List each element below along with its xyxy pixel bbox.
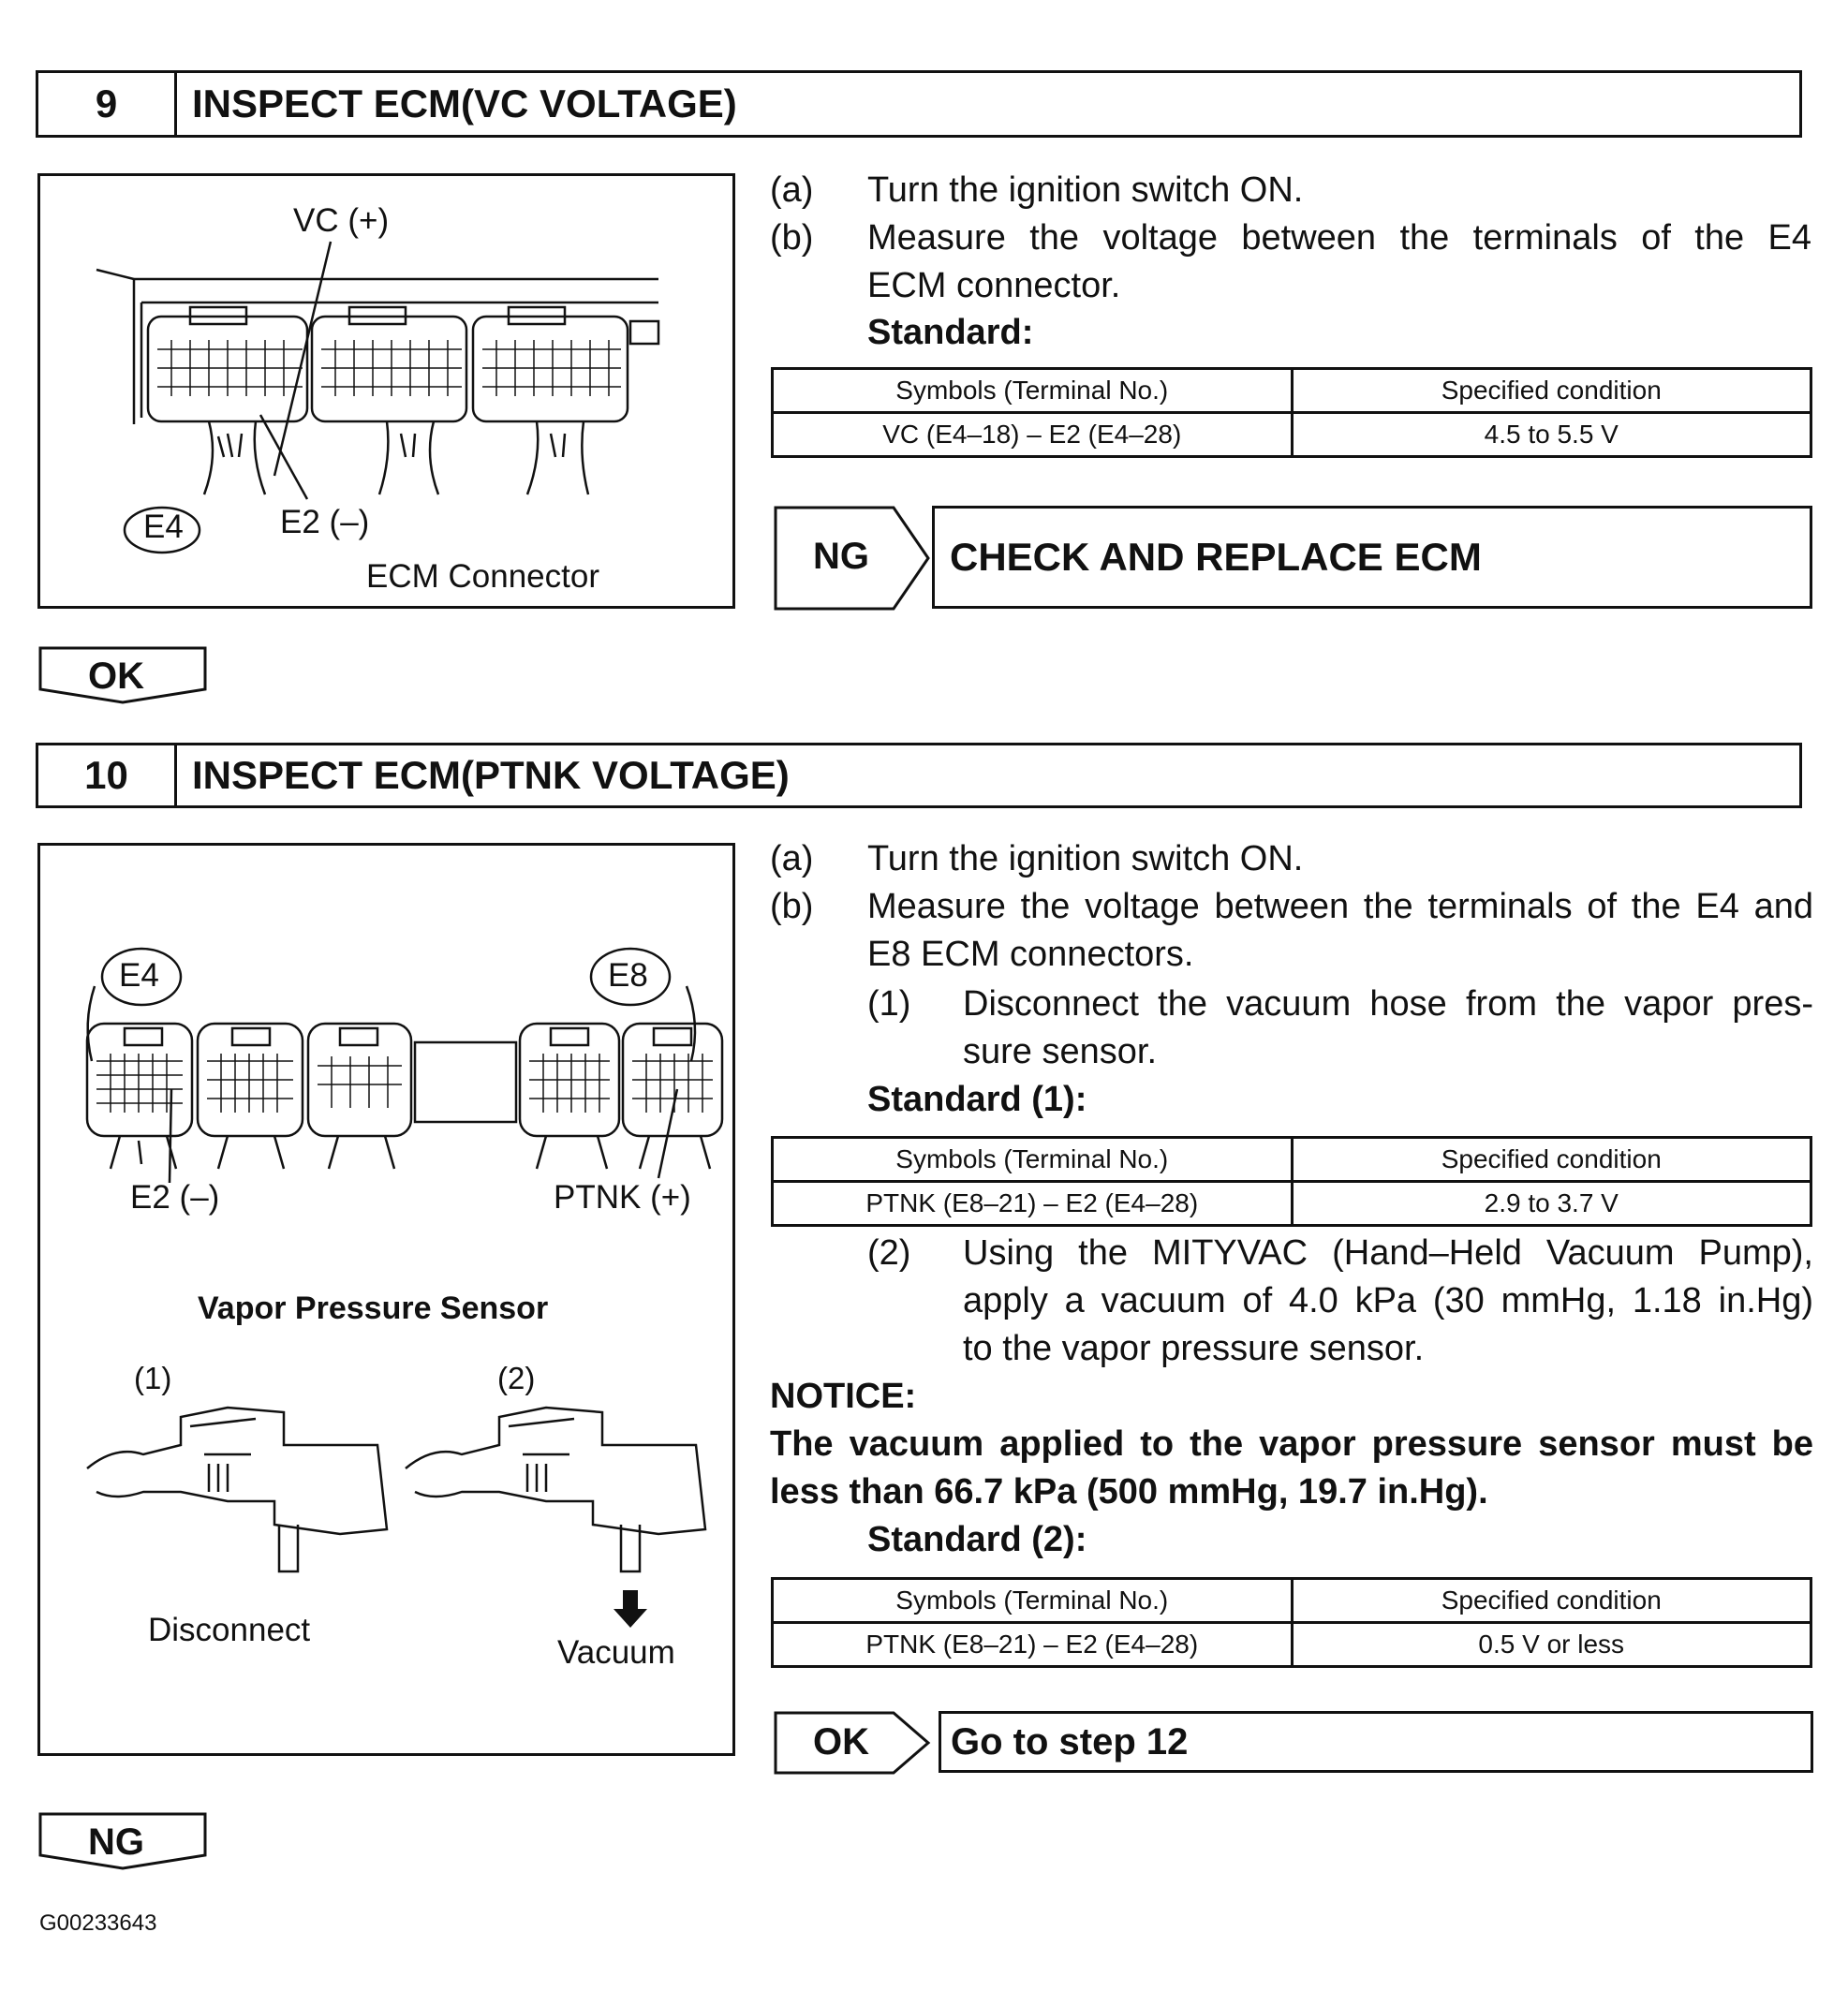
step10-ok-action: Go to step 12 [951, 1721, 1189, 1763]
e2-label: E2 (–) [280, 504, 370, 540]
vc-label: VC (+) [293, 202, 390, 239]
step10-b-text-1: Measure the voltage between the terminals of the E4 and [867, 887, 1813, 926]
e4-label: E4 [143, 509, 184, 545]
step10-number: 10 [38, 745, 177, 805]
table-row [773, 413, 1811, 457]
step9-figure [37, 173, 735, 609]
table-header: Symbols (Terminal No.) [773, 369, 1293, 413]
step9-a-marker: (a) [770, 170, 814, 210]
figure-caption: ECM Connector [366, 558, 599, 595]
step10-s2-line2: apply a vacuum of 4.0 kPa (30 mmHg, 1.18 in.Hg) [963, 1281, 1813, 1320]
table-header: Specified condition [1292, 369, 1811, 413]
step10-s2-line3: to the vapor pressure sensor. [963, 1329, 1425, 1368]
step9-ng-label: NG [813, 536, 869, 577]
step10-s2-line1: Using the MITYVAC (Hand–Held Vacuum Pump), [963, 1233, 1813, 1273]
notice-line1: The vacuum applied to the vapor pressure sensor must be [770, 1424, 1813, 1464]
step9-title: INSPECT ECM(VC VOLTAGE) [192, 81, 737, 125]
table-header: Symbols (Terminal No.) [773, 1138, 1293, 1182]
step9-standard-label: Standard: [867, 313, 1034, 352]
table-cell: 2.9 to 3.7 V [1292, 1182, 1811, 1226]
e4-label: E4 [119, 957, 159, 994]
table-header: Symbols (Terminal No.) [773, 1579, 1293, 1623]
table-row [773, 1182, 1811, 1226]
step9-number: 9 [38, 73, 177, 135]
step9-header [36, 70, 1802, 138]
step10-title: INSPECT ECM(PTNK VOLTAGE) [192, 753, 790, 797]
step9-ok-label: OK [88, 656, 144, 697]
step10-ok-label: OK [813, 1721, 869, 1763]
sub-label-2: (2) [497, 1361, 536, 1395]
step10-s2-marker: (2) [867, 1233, 911, 1273]
step9-ng-action-box [932, 506, 1812, 609]
table-header: Specified condition [1292, 1579, 1811, 1623]
table-cell: VC (E4–18) – E2 (E4–28) [773, 413, 1293, 457]
step10-spec-table-1 [771, 1136, 1812, 1227]
step10-s1-line1: Disconnect the vacuum hose from the vapor pres- [963, 984, 1813, 1024]
step10-figure [37, 843, 735, 1756]
step10-b-text-2: E8 ECM connectors. [867, 935, 1194, 974]
e2-label: E2 (–) [130, 1179, 220, 1216]
table-row [773, 1623, 1811, 1667]
vacuum-label: Vacuum [557, 1634, 675, 1671]
table-cell: PTNK (E8–21) – E2 (E4–28) [773, 1182, 1293, 1226]
step10-ok-action-box [939, 1711, 1813, 1773]
table-header-row [773, 1579, 1811, 1623]
step10-spec-table-2 [771, 1577, 1812, 1668]
step10-standard1-label: Standard (1): [867, 1080, 1087, 1119]
step10-s1-marker: (1) [867, 984, 911, 1024]
table-cell: PTNK (E8–21) – E2 (E4–28) [773, 1623, 1293, 1667]
step10-s1-line2: sure sensor. [963, 1032, 1157, 1071]
table-cell: 4.5 to 5.5 V [1292, 413, 1811, 457]
e8-label: E8 [608, 957, 648, 994]
step9-b-text-2: ECM connector. [867, 266, 1121, 305]
notice-line2: less than 66.7 kPa (500 mmHg, 19.7 in.Hg). [770, 1472, 1488, 1512]
table-header: Specified condition [1292, 1138, 1811, 1182]
sensor-title: Vapor Pressure Sensor [198, 1291, 549, 1326]
step10-header [36, 743, 1802, 808]
step9-b-text-1: Measure the voltage between the terminals of the E4 [867, 218, 1811, 258]
step10-a-marker: (a) [770, 839, 814, 878]
step9-spec-table [771, 367, 1812, 458]
step10-b-marker: (b) [770, 887, 814, 926]
step10-ng-label: NG [88, 1822, 144, 1863]
step10-standard2-label: Standard (2): [867, 1520, 1087, 1559]
step10-a-text: Turn the ignition switch ON. [867, 839, 1304, 878]
disconnect-label: Disconnect [148, 1612, 311, 1648]
table-header-row [773, 1138, 1811, 1182]
table-header-row [773, 369, 1811, 413]
step9-a-text: Turn the ignition switch ON. [867, 170, 1304, 210]
step9-ng-action: CHECK AND REPLACE ECM [950, 535, 1482, 579]
sub-label-1: (1) [134, 1361, 172, 1395]
table-cell: 0.5 V or less [1292, 1623, 1811, 1667]
figure-code: G00233643 [39, 1910, 157, 1936]
notice-label: NOTICE: [770, 1377, 917, 1416]
ptnk-label: PTNK (+) [554, 1179, 691, 1216]
step9-b-marker: (b) [770, 218, 814, 258]
